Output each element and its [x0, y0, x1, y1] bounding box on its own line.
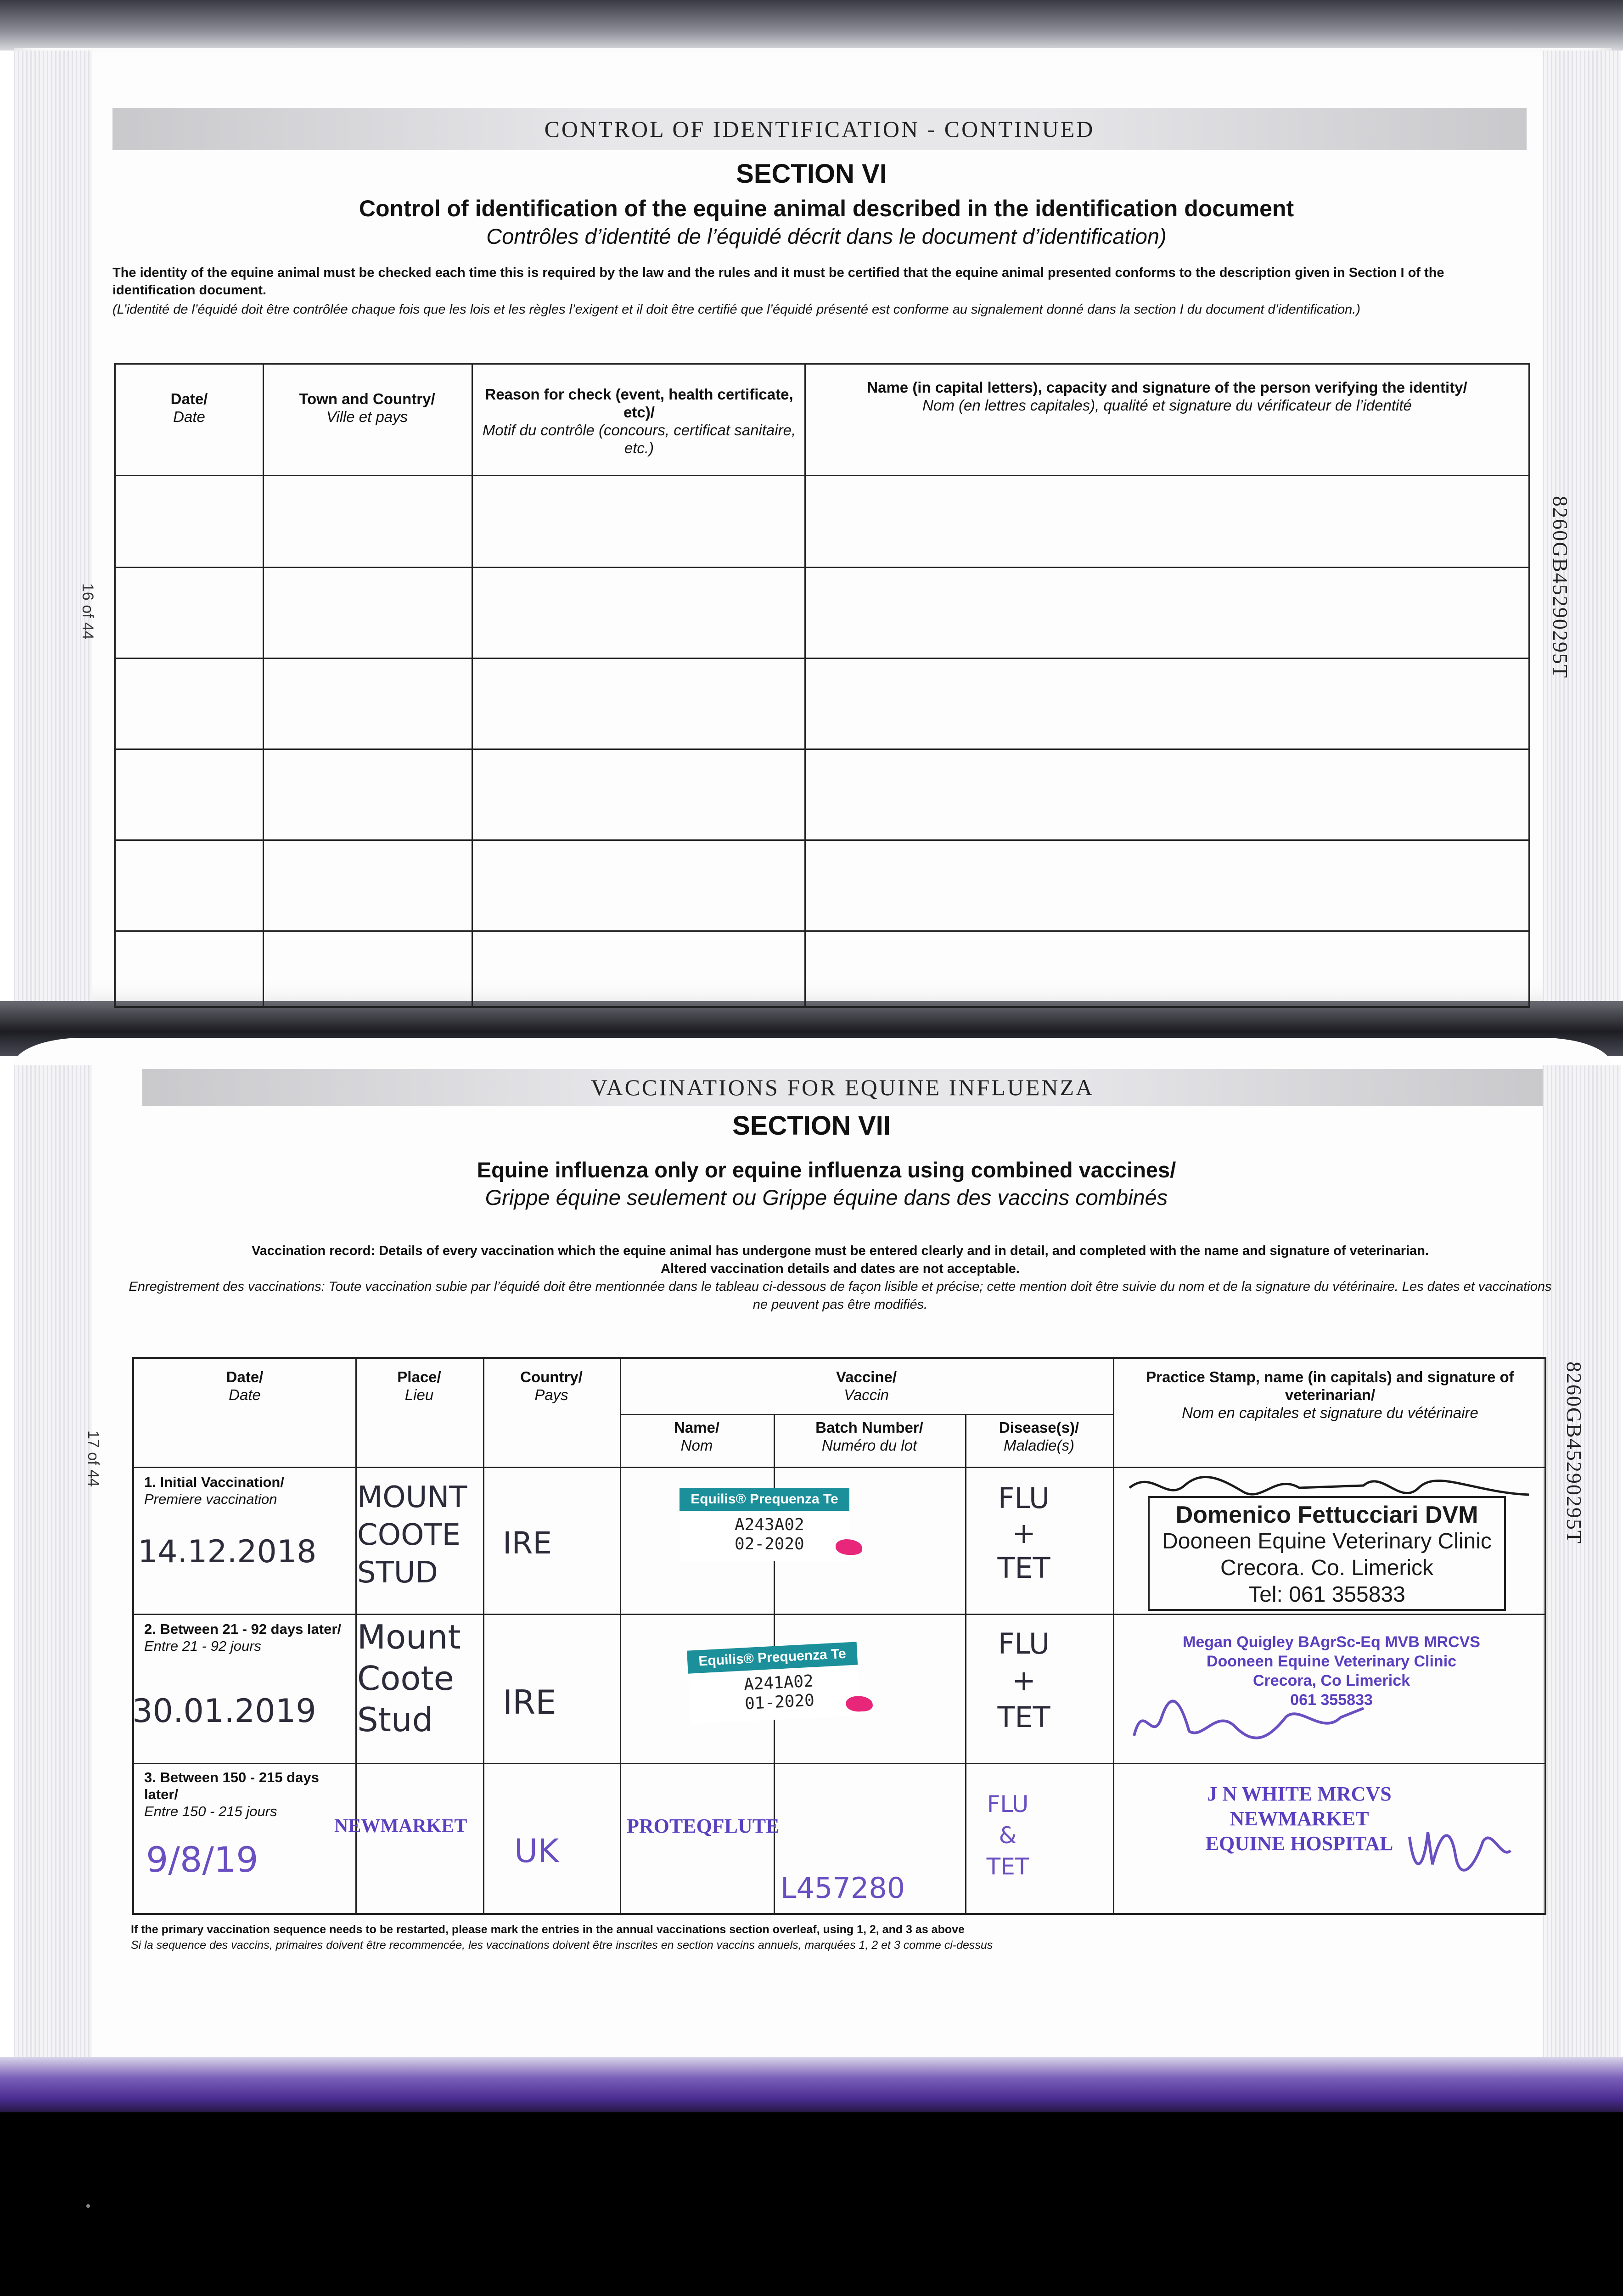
- record-en-2: Altered vaccination details and dates are not acceptable.: [661, 1261, 1020, 1276]
- top-instruction-fr: (L’identité de l’équidé doit être contrôlée chaque fois que les lois et les règles l’exigent et il doit être certifié que l’équidé présenté est conforme au signalement donné dans la section I du document d’identification.): [112, 302, 1360, 317]
- row-3-vaccine-name: PROTEQFLUTE: [627, 1815, 780, 1837]
- col-date-header: Date/ Date: [226, 1368, 264, 1403]
- row-3-batch: L457280: [781, 1871, 905, 1905]
- row-1-place: MOUNT COOTE STUD: [357, 1480, 467, 1590]
- row-3-disease: FLU & TET: [986, 1791, 1029, 1880]
- bottom-banner: VACCINATIONS FOR EQUINE INFLUENZA: [142, 1069, 1543, 1106]
- col-vaccine-name-header: Name/ Nom: [674, 1419, 720, 1454]
- vaccination-record-instructions: [129, 1242, 1552, 1314]
- col-disease-header: Disease(s)/ Maladie(s): [999, 1419, 1079, 1454]
- top-section-title: SECTION VI: [736, 159, 887, 189]
- row-2-date: 30.01.2019: [132, 1692, 316, 1730]
- row-3-place-stamp: NEWMARKET: [334, 1816, 467, 1837]
- row-3-signature: [1405, 1818, 1515, 1878]
- record-label: Vaccination record:: [252, 1244, 376, 1258]
- footnote-en: If the primary vaccination sequence needs to be restarted, please mark the entries in the annual vaccinations section overleaf, using 1, 2, and 3 as above: [131, 1923, 965, 1936]
- col-place-header: Place/ Lieu: [397, 1368, 441, 1403]
- footnote-fr: Si la sequence des vaccins, primaires doivent être recommencée, les vaccinations doivent être inscrites en section vaccins annuels, marquées 1, 2 et 3 comme ci-dessus: [131, 1939, 993, 1952]
- row-3-practice-stamp: J N WHITE MRCVS NEWMARKET EQUINE HOSPITAL: [1205, 1783, 1393, 1855]
- page-edge-left: [14, 51, 92, 1006]
- side-code-bottom: 8260GB45290295T: [1562, 1362, 1586, 1544]
- identity-check-table: [114, 363, 1530, 1008]
- col-verifier-header: Name (in capital letters), capacity and signature of the person verifying the identity/ Nom (en lettres capitales), qualité et signature du vérificateur de l’identité: [867, 379, 1467, 414]
- col-town-header: Town and Country/ Ville et pays: [299, 390, 435, 425]
- row-2-disease: FLU + TET: [997, 1627, 1050, 1734]
- col-date-header: Date/ Date: [170, 390, 208, 425]
- record-en: Details of every vaccination which the equine animal has undergone must be entered clearly and in detail, and completed with the name and signature of veterinarian.: [379, 1244, 1429, 1258]
- col-vaccine-header: Vaccine/ Vaccin: [836, 1368, 897, 1403]
- page-edge-right-lower: [1543, 1065, 1621, 2066]
- book-cover-edge: [0, 2057, 1623, 2117]
- top-banner: CONTROL OF IDENTIFICATION - CONTINUED: [112, 108, 1527, 150]
- col-reason-header: Reason for check (event, health certificate, etc)/ Motif du contrôle (concours, certificat sanitaire, etc.): [482, 386, 796, 456]
- row-1-vaccine-sticker: Equilis® Prequenza Te A243A02 02-2020: [680, 1488, 849, 1561]
- row-3-date: 9/8/19: [146, 1839, 258, 1880]
- row-3-country: UK: [514, 1832, 559, 1870]
- bottom-title-en: Equine influenza only or equine influenza using combined vaccines/: [477, 1158, 1176, 1182]
- row-2-practice-stamp: Megan Quigley BAgrSc-Eq MVB MRCVS Dooneen Equine Veterinary Clinic Crecora, Co Limerick 061 355833: [1183, 1633, 1480, 1709]
- scan-dust: [86, 2204, 90, 2208]
- row-2-place: Mount Coote Stud: [357, 1618, 461, 1739]
- row-1-label: 1. Initial Vaccination/ Premiere vaccination: [144, 1474, 284, 1507]
- bottom-title-fr: Grippe équine seulement ou Grippe équine dans des vaccins combinés: [485, 1185, 1168, 1210]
- page-number-16: 16 of 44: [79, 583, 96, 640]
- row-1-date: 14.12.2018: [138, 1534, 317, 1570]
- scan-top-edge: [0, 0, 1623, 51]
- row-2-signature: [1129, 1690, 1368, 1750]
- col-stamp-header: Practice Stamp, name (in capitals) and signature of veterinarian/ Nom en capitales et signature du vétérinaire: [1146, 1368, 1514, 1421]
- side-code-top: 8260GB45290295T: [1549, 496, 1572, 679]
- top-title-fr: Contrôles d’identité de l’équidé décrit dans le document d’identification): [486, 224, 1167, 248]
- row-1-disease: FLU + TET: [997, 1481, 1050, 1585]
- row-3-label: 3. Between 150 - 215 days later/ Entre 150 - 215 jours: [144, 1769, 319, 1819]
- col-batch-header: Batch Number/ Numéro du lot: [815, 1419, 923, 1454]
- row-2-label: 2. Between 21 - 92 days later/ Entre 21 - 92 jours: [144, 1621, 342, 1654]
- page-number-17: 17 of 44: [84, 1430, 102, 1487]
- col-country-header: Country/ Pays: [520, 1368, 583, 1403]
- row-2-country: IRE: [503, 1683, 556, 1722]
- row-1-country: IRE: [503, 1525, 552, 1561]
- bottom-section-title: SECTION VII: [732, 1111, 891, 1141]
- record-fr: Enregistrement des vaccinations: Toute vaccination subie par l’équidé doit être mentionnée dans le tableau ci-dessous de façon lisible et précise; cette mention doit être suivie du nom et de la signature du vétérinaire. Les dates et vaccinations ne peuvent pas être modifiés.: [129, 1279, 1552, 1312]
- scan-background: [0, 2112, 1623, 2296]
- top-title-en: Control of identification of the equine animal described in the identification document: [359, 196, 1294, 221]
- row-2-vaccine-sticker: Equilis® Prequenza Te A241A02 01-2020: [687, 1642, 860, 1724]
- top-instruction-en: The identity of the equine animal must be checked each time this is required by the law and the rules and it must be certified that the equine animal presented conforms to the description given in Section I of the identification document.: [112, 265, 1444, 298]
- row-1-practice-stamp: Domenico Fettucciari DVM Dooneen Equine Veterinary Clinic Crecora. Co. Limerick Tel: 061 355833: [1148, 1496, 1506, 1611]
- page-edge-left-lower: [14, 1065, 92, 2066]
